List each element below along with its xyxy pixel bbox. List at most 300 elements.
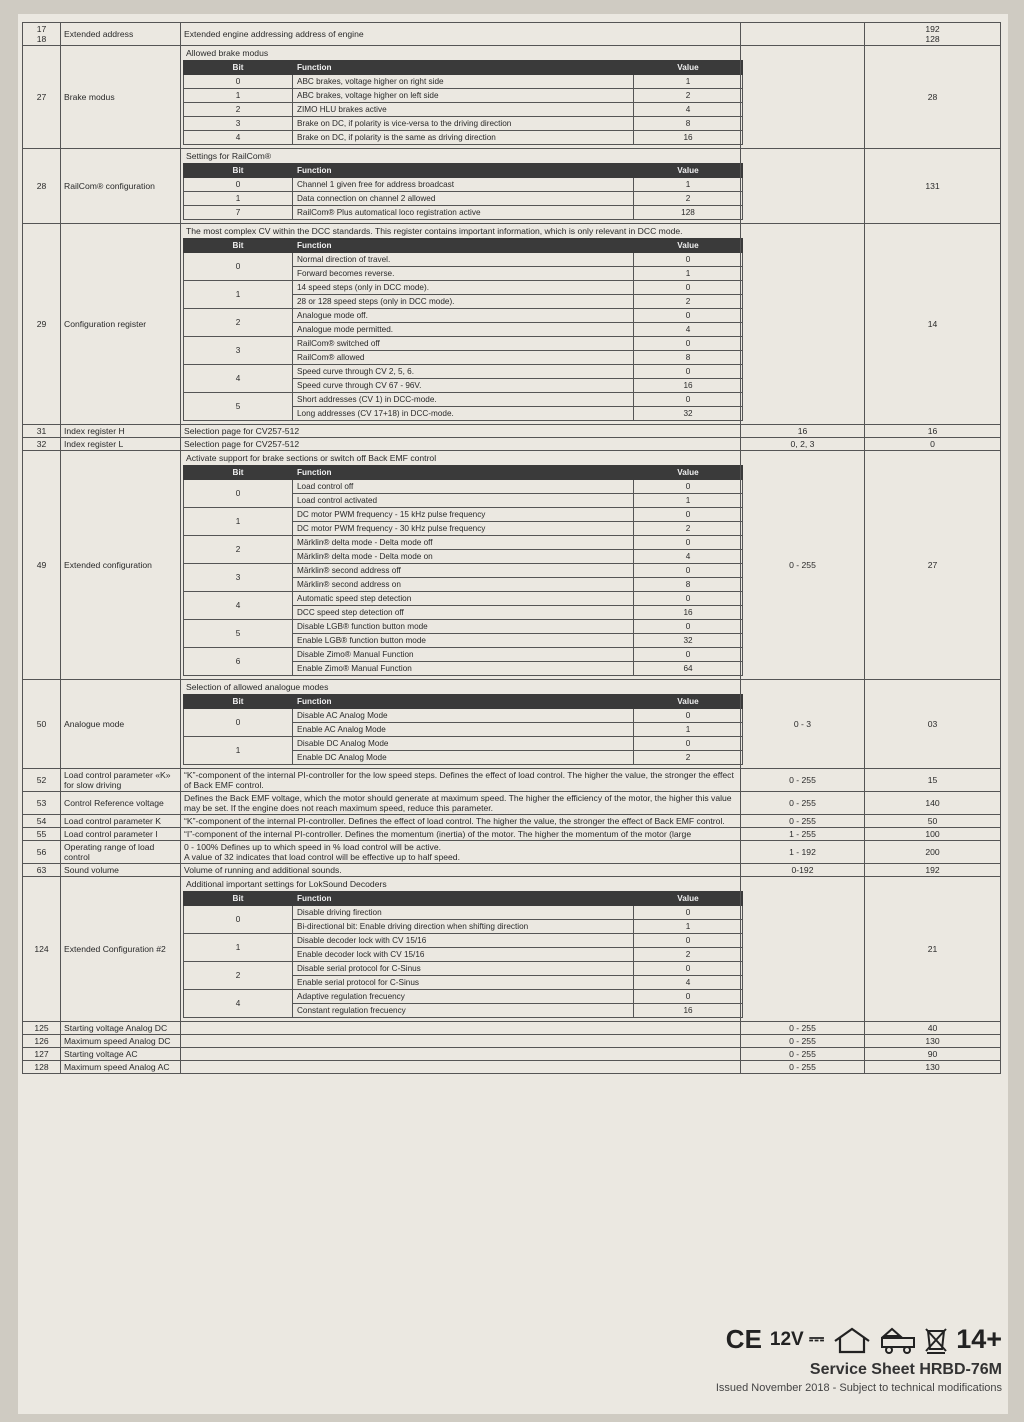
bit-value: 0 bbox=[634, 592, 743, 606]
cv-settings bbox=[181, 46, 741, 149]
bit-value: 0 bbox=[634, 253, 743, 267]
cv-default: 16 bbox=[865, 425, 1001, 438]
cv-range: 0 - 255 bbox=[741, 815, 865, 828]
value-header: Value bbox=[634, 164, 743, 178]
cv-row bbox=[23, 46, 1001, 149]
function-text: Load control off bbox=[293, 480, 634, 494]
function-text: Enable serial protocol for C-Sinus bbox=[293, 976, 634, 990]
cv-name: Extended configuration bbox=[61, 451, 181, 680]
bit-value: 1 bbox=[634, 723, 743, 737]
cv-row bbox=[23, 224, 1001, 425]
cv-default: 131 bbox=[865, 149, 1001, 224]
cv-default: 140 bbox=[865, 792, 1001, 815]
cv-description: “I”-component of the internal PI-controller. Defines the momentum (inertia) of the motor. The higher the momentum of the motor (large bbox=[181, 828, 741, 841]
function-text: Märklin® delta mode - Delta mode on bbox=[293, 550, 634, 564]
function-text: ABC brakes, voltage higher on right side bbox=[293, 75, 634, 89]
function-text: Märklin® delta mode - Delta mode off bbox=[293, 536, 634, 550]
value-header: Value bbox=[634, 61, 743, 75]
cv-default: 50 bbox=[865, 815, 1001, 828]
function-text: Normal direction of travel. bbox=[293, 253, 634, 267]
cv-name: Maximum speed Analog DC bbox=[61, 1035, 181, 1048]
function-text: Automatic speed step detection bbox=[293, 592, 634, 606]
cv-default: 130 bbox=[865, 1035, 1001, 1048]
cv-range: 0 - 255 bbox=[741, 769, 865, 792]
function-text: RailCom® allowed bbox=[293, 351, 634, 365]
cv-range: 0 - 255 bbox=[741, 1022, 865, 1035]
bit-table-header bbox=[184, 164, 743, 178]
function-text: Disable DC Analog Mode bbox=[293, 737, 634, 751]
function-text: Forward becomes reverse. bbox=[293, 267, 634, 281]
function-text: Märklin® second address on bbox=[293, 578, 634, 592]
bit-row bbox=[184, 309, 743, 323]
function-header: Function bbox=[293, 61, 634, 75]
cv-row bbox=[23, 769, 1001, 792]
cv-description: Volume of running and additional sounds. bbox=[181, 864, 741, 877]
cv-name: Operating range of load control bbox=[61, 841, 181, 864]
bit-row bbox=[184, 536, 743, 550]
cv-name: Maximum speed Analog AC bbox=[61, 1061, 181, 1074]
locomotive-icon bbox=[880, 1326, 916, 1354]
function-text: Analogue mode permitted. bbox=[293, 323, 634, 337]
bit-table bbox=[183, 163, 743, 220]
bit-value: 8 bbox=[634, 117, 743, 131]
cv-name: Index register L bbox=[61, 438, 181, 451]
function-text: Speed curve through CV 67 - 96V. bbox=[293, 379, 634, 393]
cv-range: 0, 2, 3 bbox=[741, 438, 865, 451]
bit-table-header bbox=[184, 61, 743, 75]
cv-default: 40 bbox=[865, 1022, 1001, 1035]
cv-row bbox=[23, 451, 1001, 680]
function-text: Bi-directional bit: Enable driving direction when shifting direction bbox=[293, 920, 634, 934]
settings-caption: Additional important settings for LokSound Decoders bbox=[186, 879, 387, 889]
function-text: Enable decoder lock with CV 15/16 bbox=[293, 948, 634, 962]
bit-table bbox=[183, 891, 743, 1018]
voltage-label: 12V ⎓ bbox=[769, 1328, 825, 1350]
bit-number: 3 bbox=[184, 117, 293, 131]
bit-value: 0 bbox=[634, 508, 743, 522]
bit-number: 0 bbox=[184, 480, 293, 508]
bit-value: 2 bbox=[634, 948, 743, 962]
cv-number: 52 bbox=[23, 769, 61, 792]
function-text: Constant regulation frecuency bbox=[293, 1004, 634, 1018]
cv-description bbox=[181, 1022, 741, 1035]
cv-default: 0 bbox=[865, 438, 1001, 451]
cv-row bbox=[23, 23, 1001, 46]
bit-row bbox=[184, 253, 743, 267]
bit-table-header bbox=[184, 466, 743, 480]
cv-default: 21 bbox=[865, 877, 1001, 1022]
bit-number: 1 bbox=[184, 508, 293, 536]
function-text: 14 speed steps (only in DCC mode). bbox=[293, 281, 634, 295]
bit-number: 1 bbox=[184, 281, 293, 309]
bit-number: 3 bbox=[184, 564, 293, 592]
cv-number: 27 bbox=[23, 46, 61, 149]
cv-default: 200 bbox=[865, 841, 1001, 864]
bit-value: 2 bbox=[634, 89, 743, 103]
bit-row bbox=[184, 393, 743, 407]
cv-row bbox=[23, 149, 1001, 224]
cv-range bbox=[741, 224, 865, 425]
cv-range: 0 - 255 bbox=[741, 1061, 865, 1074]
bit-number: 1 bbox=[184, 934, 293, 962]
cv-name: RailCom® configuration bbox=[61, 149, 181, 224]
bit-table-header bbox=[184, 892, 743, 906]
bit-value: 0 bbox=[634, 737, 743, 751]
bit-value: 2 bbox=[634, 751, 743, 765]
bit-value: 128 bbox=[634, 206, 743, 220]
certification-symbols bbox=[716, 1324, 1002, 1355]
bit-value: 0 bbox=[634, 337, 743, 351]
cv-name: Load control parameter I bbox=[61, 828, 181, 841]
function-header: Function bbox=[293, 239, 634, 253]
function-text: Brake on DC, if polarity is the same as driving direction bbox=[293, 131, 634, 145]
cv-row bbox=[23, 680, 1001, 769]
function-text: Channel 1 given free for address broadcast bbox=[293, 178, 634, 192]
function-text: 28 or 128 speed steps (only in DCC mode). bbox=[293, 295, 634, 309]
bit-value: 8 bbox=[634, 351, 743, 365]
bit-number: 4 bbox=[184, 365, 293, 393]
function-text: Disable LGB® function button mode bbox=[293, 620, 634, 634]
function-text: Disable driving firection bbox=[293, 906, 634, 920]
issued-note: Issued November 2018 - Subject to technical modifications bbox=[715, 1382, 1002, 1394]
cv-description: Defines the Back EMF voltage, which the motor should generate at maximum speed. The higher the efficiency of the motor, the higher this value may be set. If the engine does not reach maximum speed, reduce this parameter. bbox=[181, 792, 741, 815]
bit-number: 0 bbox=[184, 253, 293, 281]
cv-row bbox=[23, 864, 1001, 877]
cv-name: Brake modus bbox=[61, 46, 181, 149]
cv-number: 31 bbox=[23, 425, 61, 438]
function-text: Adaptive regulation frecuency bbox=[293, 990, 634, 1004]
bit-row bbox=[184, 592, 743, 606]
bit-value: 1 bbox=[634, 178, 743, 192]
cv-description: Extended engine addressing address of engine bbox=[181, 23, 741, 46]
bit-row bbox=[184, 365, 743, 379]
bit-table-header bbox=[184, 239, 743, 253]
bit-value: 1 bbox=[634, 267, 743, 281]
weee-bin-icon bbox=[924, 1325, 948, 1355]
cv-number: 32 bbox=[23, 438, 61, 451]
bit-value: 2 bbox=[634, 522, 743, 536]
cv-row bbox=[23, 425, 1001, 438]
cv-settings bbox=[181, 680, 741, 769]
cv-table bbox=[22, 22, 1001, 1074]
settings-caption: Allowed brake modus bbox=[186, 48, 269, 58]
cv-row bbox=[23, 828, 1001, 841]
cv-row bbox=[23, 815, 1001, 828]
settings-caption: The most complex CV within the DCC standards. This register contains important information, which is only relevant in DCC mode. bbox=[186, 226, 683, 236]
cv-row bbox=[23, 438, 1001, 451]
bit-header: Bit bbox=[184, 164, 293, 178]
cv-row bbox=[23, 1022, 1001, 1035]
bit-row bbox=[184, 709, 743, 723]
value-header: Value bbox=[634, 695, 743, 709]
function-text: Analogue mode off. bbox=[293, 309, 634, 323]
bit-number: 4 bbox=[184, 592, 293, 620]
bit-number: 5 bbox=[184, 620, 293, 648]
bit-value: 0 bbox=[634, 480, 743, 494]
cv-number: 49 bbox=[23, 451, 61, 680]
cv-settings bbox=[181, 451, 741, 680]
bit-row bbox=[184, 103, 743, 117]
bit-value: 1 bbox=[634, 75, 743, 89]
cv-name: Analogue mode bbox=[61, 680, 181, 769]
bit-value: 4 bbox=[634, 323, 743, 337]
bit-number: 0 bbox=[184, 906, 293, 934]
cv-number: 53 bbox=[23, 792, 61, 815]
bit-number: 5 bbox=[184, 393, 293, 421]
cv-description bbox=[181, 1035, 741, 1048]
bit-row bbox=[184, 962, 743, 976]
bit-value: 0 bbox=[634, 620, 743, 634]
sheet-title: Service Sheet HRBD-76M bbox=[809, 1361, 1002, 1378]
cv-range: 16 bbox=[741, 425, 865, 438]
cv-description: “K”-component of the internal PI-controller for the low speed steps. Defines the effect of load control. The higher the value, the stronger the effect of Back EMF control. bbox=[181, 769, 741, 792]
function-text: ZIMO HLU brakes active bbox=[293, 103, 634, 117]
function-text: Brake on DC, if polarity is vice-versa to the driving direction bbox=[293, 117, 634, 131]
cv-range bbox=[741, 149, 865, 224]
cv-range bbox=[741, 23, 865, 46]
bit-row bbox=[184, 737, 743, 751]
cv-number: 55 bbox=[23, 828, 61, 841]
function-header: Function bbox=[293, 892, 634, 906]
function-text: DCC speed step detection off bbox=[293, 606, 634, 620]
bit-row bbox=[184, 192, 743, 206]
bit-value: 32 bbox=[634, 407, 743, 421]
bit-row bbox=[184, 648, 743, 662]
bit-value: 0 bbox=[634, 309, 743, 323]
cv-default: 100 bbox=[865, 828, 1001, 841]
bit-value: 0 bbox=[634, 962, 743, 976]
bit-number: 6 bbox=[184, 648, 293, 676]
cv-default: 28 bbox=[865, 46, 1001, 149]
cv-number: 125 bbox=[23, 1022, 61, 1035]
cv-default: 27 bbox=[865, 451, 1001, 680]
bit-value: 16 bbox=[634, 379, 743, 393]
cv-name: Load control parameter «K» for slow driving bbox=[61, 769, 181, 792]
function-text: Enable LGB® function button mode bbox=[293, 634, 634, 648]
cv-name: Load control parameter K bbox=[61, 815, 181, 828]
cv-number: 126 bbox=[23, 1035, 61, 1048]
cv-range: 1 - 255 bbox=[741, 828, 865, 841]
bit-row bbox=[184, 75, 743, 89]
function-text: Data connection on channel 2 allowed bbox=[293, 192, 634, 206]
value-header: Value bbox=[634, 892, 743, 906]
cv-description: Selection page for CV257-512 bbox=[181, 438, 741, 451]
cv-row bbox=[23, 1061, 1001, 1074]
value-header: Value bbox=[634, 466, 743, 480]
bit-row bbox=[184, 131, 743, 145]
bit-row bbox=[184, 337, 743, 351]
bit-number: 1 bbox=[184, 192, 293, 206]
bit-value: 32 bbox=[634, 634, 743, 648]
bit-value: 2 bbox=[634, 295, 743, 309]
function-text: Disable Zimo® Manual Function bbox=[293, 648, 634, 662]
bit-table bbox=[183, 60, 743, 145]
cv-name: Configuration register bbox=[61, 224, 181, 425]
bit-value: 0 bbox=[634, 648, 743, 662]
function-text: RailCom® switched off bbox=[293, 337, 634, 351]
function-text: Speed curve through CV 2, 5, 6. bbox=[293, 365, 634, 379]
cv-range bbox=[741, 46, 865, 149]
bit-number: 2 bbox=[184, 309, 293, 337]
cv-range bbox=[741, 877, 865, 1022]
cv-description: 0 - 100% Defines up to which speed in % load control will be active. A value of 32 indicates that load control will be effective up to half speed. bbox=[181, 841, 741, 864]
bit-value: 0 bbox=[634, 536, 743, 550]
cv-range: 0 - 3 bbox=[741, 680, 865, 769]
cv-name: Sound volume bbox=[61, 864, 181, 877]
cv-default: 192 bbox=[865, 864, 1001, 877]
bit-row bbox=[184, 206, 743, 220]
bit-number: 4 bbox=[184, 131, 293, 145]
cv-number: 128 bbox=[23, 1061, 61, 1074]
cv-number: 56 bbox=[23, 841, 61, 864]
bit-header: Bit bbox=[184, 892, 293, 906]
cv-number: 124 bbox=[23, 877, 61, 1022]
bit-number: 2 bbox=[184, 103, 293, 117]
bit-value: 16 bbox=[634, 606, 743, 620]
function-text: Enable DC Analog Mode bbox=[293, 751, 634, 765]
bit-value: 0 bbox=[634, 906, 743, 920]
settings-caption: Selection of allowed analogue modes bbox=[186, 682, 329, 692]
bit-number: 3 bbox=[184, 337, 293, 365]
bit-value: 1 bbox=[634, 920, 743, 934]
function-header: Function bbox=[293, 164, 634, 178]
bit-number: 2 bbox=[184, 536, 293, 564]
cv-name: Extended Configuration #2 bbox=[61, 877, 181, 1022]
dc-symbol-icon: ⎓ bbox=[803, 1328, 825, 1350]
cv-default: 03 bbox=[865, 680, 1001, 769]
indoor-use-house-icon bbox=[832, 1326, 872, 1354]
cv-row bbox=[23, 1035, 1001, 1048]
cv-description bbox=[181, 1048, 741, 1061]
bit-value: 2 bbox=[634, 192, 743, 206]
function-header: Function bbox=[293, 466, 634, 480]
function-text: Long addresses (CV 17+18) in DCC-mode. bbox=[293, 407, 634, 421]
bit-number: 0 bbox=[184, 709, 293, 737]
cv-number: 127 bbox=[23, 1048, 61, 1061]
settings-caption: Activate support for brake sections or switch off Back EMF control bbox=[186, 453, 437, 463]
cv-row bbox=[23, 792, 1001, 815]
cv-range: 0 - 255 bbox=[741, 1035, 865, 1048]
bit-row bbox=[184, 480, 743, 494]
cv-number: 63 bbox=[23, 864, 61, 877]
cv-settings bbox=[181, 877, 741, 1022]
function-text: Disable AC Analog Mode bbox=[293, 709, 634, 723]
bit-row bbox=[184, 281, 743, 295]
bit-table bbox=[183, 238, 743, 421]
function-text: Märklin® second address off bbox=[293, 564, 634, 578]
bit-value: 8 bbox=[634, 578, 743, 592]
cv-default: 192 128 bbox=[865, 23, 1001, 46]
cv-name: Index register H bbox=[61, 425, 181, 438]
bit-number: 0 bbox=[184, 75, 293, 89]
cv-number: 54 bbox=[23, 815, 61, 828]
cv-range: 1 - 192 bbox=[741, 841, 865, 864]
bit-value: 0 bbox=[634, 365, 743, 379]
cv-row bbox=[23, 1048, 1001, 1061]
ce-mark: CE bbox=[725, 1324, 762, 1354]
bit-row bbox=[184, 934, 743, 948]
function-header: Function bbox=[293, 695, 634, 709]
cv-number: 50 bbox=[23, 680, 61, 769]
bit-header: Bit bbox=[184, 695, 293, 709]
function-text: Short addresses (CV 1) in DCC-mode. bbox=[293, 393, 634, 407]
cv-settings bbox=[181, 224, 741, 425]
bit-value: 64 bbox=[634, 662, 743, 676]
bit-value: 4 bbox=[634, 976, 743, 990]
cv-row bbox=[23, 877, 1001, 1022]
function-text: Load control activated bbox=[293, 494, 634, 508]
bit-header: Bit bbox=[184, 239, 293, 253]
bit-value: 0 bbox=[634, 281, 743, 295]
cv-number: 29 bbox=[23, 224, 61, 425]
bit-row bbox=[184, 990, 743, 1004]
value-header: Value bbox=[634, 239, 743, 253]
bit-table-header bbox=[184, 695, 743, 709]
bit-number: 7 bbox=[184, 206, 293, 220]
function-text: Enable AC Analog Mode bbox=[293, 723, 634, 737]
cv-number: 17 18 bbox=[23, 23, 61, 46]
bit-number: 0 bbox=[184, 178, 293, 192]
bit-value: 16 bbox=[634, 1004, 743, 1018]
cv-default: 90 bbox=[865, 1048, 1001, 1061]
age-rating: 14+ bbox=[956, 1324, 1002, 1354]
bit-row bbox=[184, 508, 743, 522]
cv-range: 0 - 255 bbox=[741, 451, 865, 680]
bit-row bbox=[184, 620, 743, 634]
bit-value: 1 bbox=[634, 494, 743, 508]
settings-caption: Settings for RailCom® bbox=[186, 151, 272, 161]
bit-row bbox=[184, 89, 743, 103]
bit-number: 1 bbox=[184, 737, 293, 765]
cv-number: 28 bbox=[23, 149, 61, 224]
bit-value: 0 bbox=[634, 990, 743, 1004]
bit-table bbox=[183, 694, 743, 765]
bit-value: 4 bbox=[634, 550, 743, 564]
cv-range: 0 - 255 bbox=[741, 1048, 865, 1061]
cv-settings bbox=[181, 149, 741, 224]
bit-value: 4 bbox=[634, 103, 743, 117]
bit-number: 1 bbox=[184, 89, 293, 103]
function-text: DC motor PWM frequency - 15 kHz pulse frequency bbox=[293, 508, 634, 522]
function-text: Enable Zimo® Manual Function bbox=[293, 662, 634, 676]
bit-row bbox=[184, 906, 743, 920]
cv-description bbox=[181, 1061, 741, 1074]
function-text: ABC brakes, voltage higher on left side bbox=[293, 89, 634, 103]
cv-default: 130 bbox=[865, 1061, 1001, 1074]
cv-description: Selection page for CV257-512 bbox=[181, 425, 741, 438]
cv-range: 0 - 255 bbox=[741, 792, 865, 815]
footer bbox=[716, 1324, 1002, 1394]
bit-value: 0 bbox=[634, 564, 743, 578]
bit-table bbox=[183, 465, 743, 676]
bit-value: 16 bbox=[634, 131, 743, 145]
bit-value: 0 bbox=[634, 934, 743, 948]
bit-row bbox=[184, 178, 743, 192]
cv-name: Starting voltage Analog DC bbox=[61, 1022, 181, 1035]
bit-row bbox=[184, 117, 743, 131]
cv-name: Control Reference voltage bbox=[61, 792, 181, 815]
cv-range: 0-192 bbox=[741, 864, 865, 877]
bit-row bbox=[184, 564, 743, 578]
bit-value: 0 bbox=[634, 393, 743, 407]
cv-description: “K”-component of the internal PI-controller. Defines the effect of load control. The higher the value, the stronger the effect of Back EMF control. bbox=[181, 815, 741, 828]
function-text: Disable decoder lock with CV 15/16 bbox=[293, 934, 634, 948]
cv-name: Extended address bbox=[61, 23, 181, 46]
bit-number: 2 bbox=[184, 962, 293, 990]
bit-number: 4 bbox=[184, 990, 293, 1018]
bit-value: 0 bbox=[634, 709, 743, 723]
cv-default: 14 bbox=[865, 224, 1001, 425]
